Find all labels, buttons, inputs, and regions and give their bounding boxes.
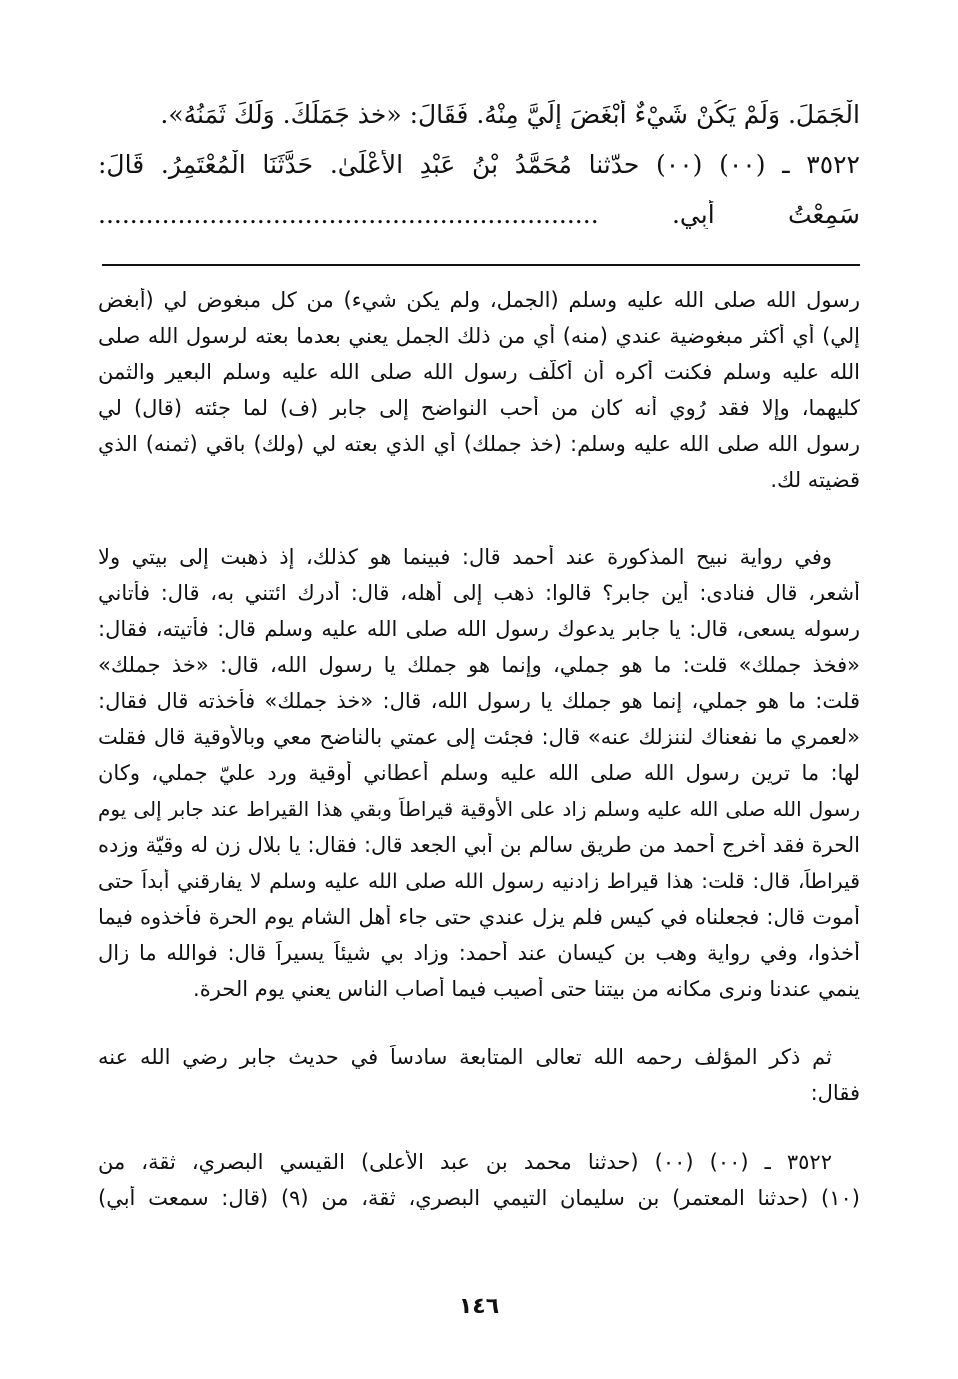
commentary-line: «فخذ جملك» قلت: ما هو جملي، وإنما هو جملك يا رسول الله، قال: «خذ جملك» xyxy=(98,653,860,677)
commentary-line: رسول الله صلى الله عليه وسلم زاد على الأوقية قيراطاً وبقي هذا القيراط عند جابر إلى يوم xyxy=(98,797,860,821)
commentary-line: فقال: xyxy=(810,1081,860,1105)
commentary-line: أموت قال: فجعلناه في كيس فلم يزل عندي حتى جاء أهل الشام يوم الحرة فأخذوه فيما xyxy=(98,905,860,929)
commentary-line: (١٠) (حدثنا المعتمر) بن سليمان التيمي البصري، ثقة، من (٩) (قال: سمعت أبي) xyxy=(98,1186,860,1210)
commentary-line: ينمي عندنا ونرى مكانه من بيتنا حتى أُصيب فيما أصاب الناس يعني يوم الحرة. xyxy=(193,977,860,1001)
commentary-line: ٣٥٢٢ ـ (٠٠) (٠٠) (حدثنا محمد بن عبد الأعلى) القيسي البصري، ثقة، من xyxy=(98,1150,832,1174)
commentary-line: الحرة فقد أخرج أحمد من طريق سالم بن أبي الجعد قال: فقال: يا بلال زن له وقيّة وزده xyxy=(98,833,860,857)
hadith-line: سَمِعْتُ أَبِي. ............................................................... xyxy=(98,200,860,229)
commentary-line: «لعمري ما نفعناك لننزلك عنه» قال: فجئت إلى عمتي بالناضح معي وبالأوقية قال فقلت xyxy=(98,725,860,749)
commentary-line: ثم ذكر المؤلف رحمه الله تعالى المتابعة سادساً في حديث جابر رضي الله عنه xyxy=(98,1045,832,1069)
commentary-line: كليهما، وإلا فقد رُوي أنه كان من أحب النواضح إلى جابر (ف) لما جئته (قال) لي xyxy=(98,396,860,420)
commentary-line: الله عليه وسلم فكنت أكره أن أُكلّف رسول الله صلى الله عليه وسلم البعير والثمن xyxy=(98,360,860,384)
hadith-line: ٣٥٢٢ ـ (٠٠) (٠٠) حدّثنا مُحَمَّدُ بْنُ عَبْدِ الأَعْلَىٰ. حَدَّثَنَا الْمُعْتَمِرُ. قَالَ: xyxy=(98,150,860,179)
commentary-line: رسول الله صلى الله عليه وسلم: (خذ جملك) أي الذي بعته لي (ولك) باقي (ثمنه) الذي xyxy=(98,432,860,456)
commentary-line: قيراطاً، قال: قلت: هذا قيراط زادنيه رسول الله صلى الله عليه وسلم لا يفارقني أبداً حتى xyxy=(98,869,860,893)
commentary-line: قلت: ما هو جملي، إنما هو جملك يا رسول الله، قال: «خذ جملك» فأخذته قال فقال: xyxy=(98,689,860,713)
commentary-line: لها: ما ترين رسول الله صلى الله عليه وسلم أعطاني أوقية ورد عليّ جملي، وكان xyxy=(98,761,860,785)
commentary-line: رسوله يسعى، قال: يا جابر يدعوك رسول الله صلى الله عليه وسلم قال: فأتيته، فقال: xyxy=(98,617,860,641)
page-number: ١٤٦ xyxy=(458,1294,500,1319)
commentary-line: وفي رواية نبيح المذكورة عند أحمد قال: فبينما هو كذلك، إذ ذهبت إلى بيتي ولا xyxy=(98,545,832,569)
hadith-line: الْجَمَلَ. وَلَمْ يَكُنْ شَيْءٌ أَبْغَضَ إِلَيَّ مِنْهُ. فَقَالَ: «خذ جَمَلَكَ. وَلَكَ ثَمَنُهُ». xyxy=(160,100,860,129)
commentary-line: رسول الله صلى الله عليه وسلم (الجمل، ولم يكن شيء) من كل مبغوض لي (أبغض xyxy=(98,288,860,312)
footnote-divider xyxy=(102,264,860,266)
commentary-line: إلي) أي أكثر مبغوضية عندي (منه) أي من ذلك الجمل يعني بعدما بعته لرسول الله صلى xyxy=(98,324,860,348)
commentary-line: أخذوا، وفي رواية وهب بن كيسان عند أحمد: وزاد بي شيئاً يسيراً قال: فوالله ما زال xyxy=(98,941,860,965)
commentary-line: قضيته لك. xyxy=(770,468,860,492)
commentary-line: أشعر، قال فنادى: أين جابر؟ قالوا: ذهب إلى أهله، قال: أدرك ائتني به، قال: فأتاني xyxy=(98,581,860,605)
